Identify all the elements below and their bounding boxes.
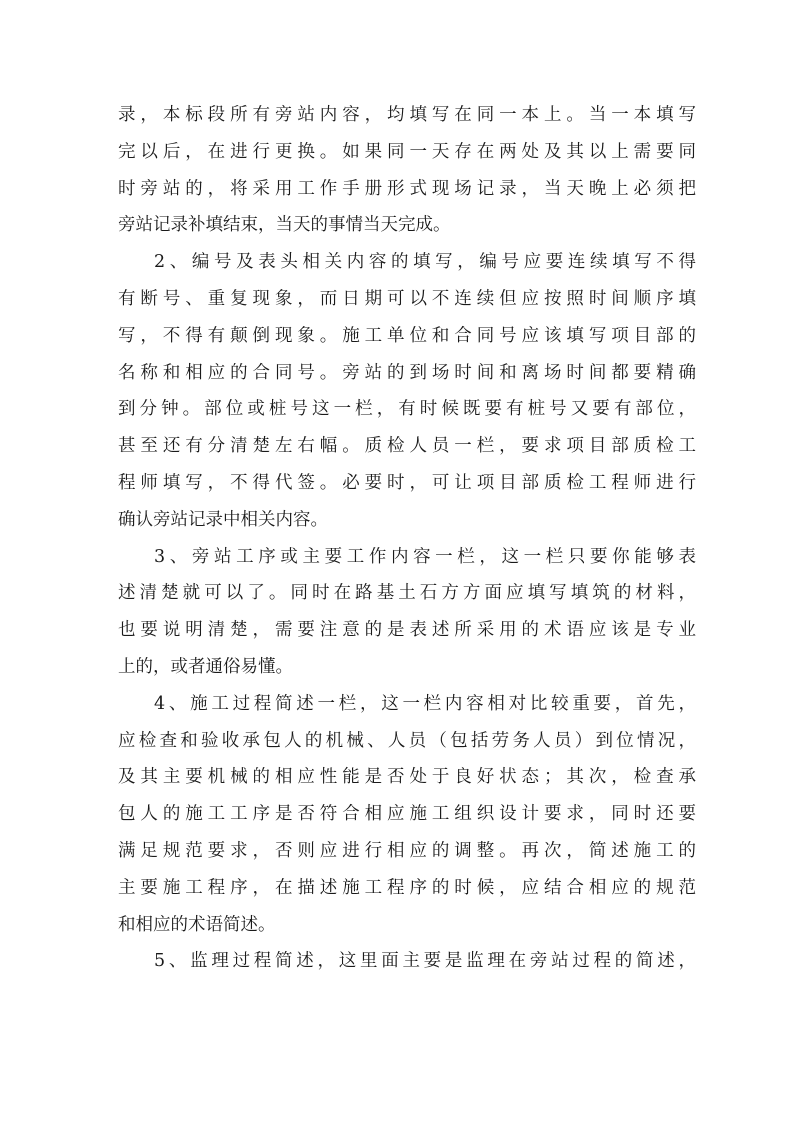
text-line: 2、编号及表头相关内容的填写，编号应要连续填写不得	[154, 252, 696, 273]
text-line: 录，本标段所有旁站内容，均填写在同一本上。当一本填写	[118, 105, 696, 125]
text-line: 5、监理过程简述，这里面主要是监理在旁站过程的简述，	[154, 951, 696, 972]
paragraph-continuation	[118, 97, 696, 244]
paragraph-item-4	[118, 686, 696, 944]
text-line: 甚至还有分清楚左右幅。质检人员一栏，要求项目部质检工	[118, 436, 696, 457]
text-line: 旁站记录补填结束，当天的事情当天完成。	[118, 215, 451, 236]
paragraph-item-5	[118, 943, 696, 980]
text-line: 和相应的术语简述。	[118, 914, 276, 935]
text-line: 完以后，在进行更换。如果同一天存在两处及其以上需要同	[118, 141, 696, 162]
text-line: 到分钟。部位或桩号这一栏，有时候既要有桩号又要有部位，	[118, 399, 696, 420]
text-line: 程师填写，不得代签。必要时，可让项目部质检工程师进行	[118, 472, 696, 493]
text-line: 3、旁站工序或主要工作内容一栏，这一栏只要你能够表	[154, 546, 696, 567]
text-line: 有断号、重复现象，而日期可以不连续但应按照时间顺序填	[118, 288, 696, 309]
text-line: 确认旁站记录中相关内容。	[118, 509, 328, 530]
text-line: 述清楚就可以了。同时在路基土石方方面应填写填筑的材料，	[118, 583, 696, 604]
text-line: 包人的施工工序是否符合相应施工组织设计要求，同时还要	[118, 804, 696, 825]
text-line: 上的，或者通俗易懂。	[118, 656, 293, 677]
text-line: 写，不得有颠倒现象。施工单位和合同号应该填写项目部的	[118, 325, 696, 346]
text-line: 4、施工过程简述一栏，这一栏内容相对比较重要，首先，	[154, 693, 696, 714]
text-line: 应检查和验收承包人的机械、人员（包括劳务人员）到位情况，	[118, 730, 696, 751]
text-line: 主要施工程序，在描述施工程序的时候，应结合相应的规范	[118, 877, 696, 898]
text-line: 及其主要机械的相应性能是否处于良好状态；其次，检查承	[118, 767, 696, 788]
paragraph-item-3	[118, 539, 696, 686]
text-line: 名称和相应的合同号。旁站的到场时间和离场时间都要精确	[118, 362, 696, 383]
text-line: 时旁站的，将采用工作手册形式现场记录，当天晚上必须把	[118, 178, 696, 199]
text-line: 也要说明清楚，需要注意的是表述所采用的术语应该是专业	[118, 620, 696, 641]
paragraph-item-2	[118, 244, 696, 538]
document-body	[118, 97, 696, 980]
text-line: 满足规范要求，否则应进行相应的调整。再次，简述施工的	[118, 840, 696, 861]
